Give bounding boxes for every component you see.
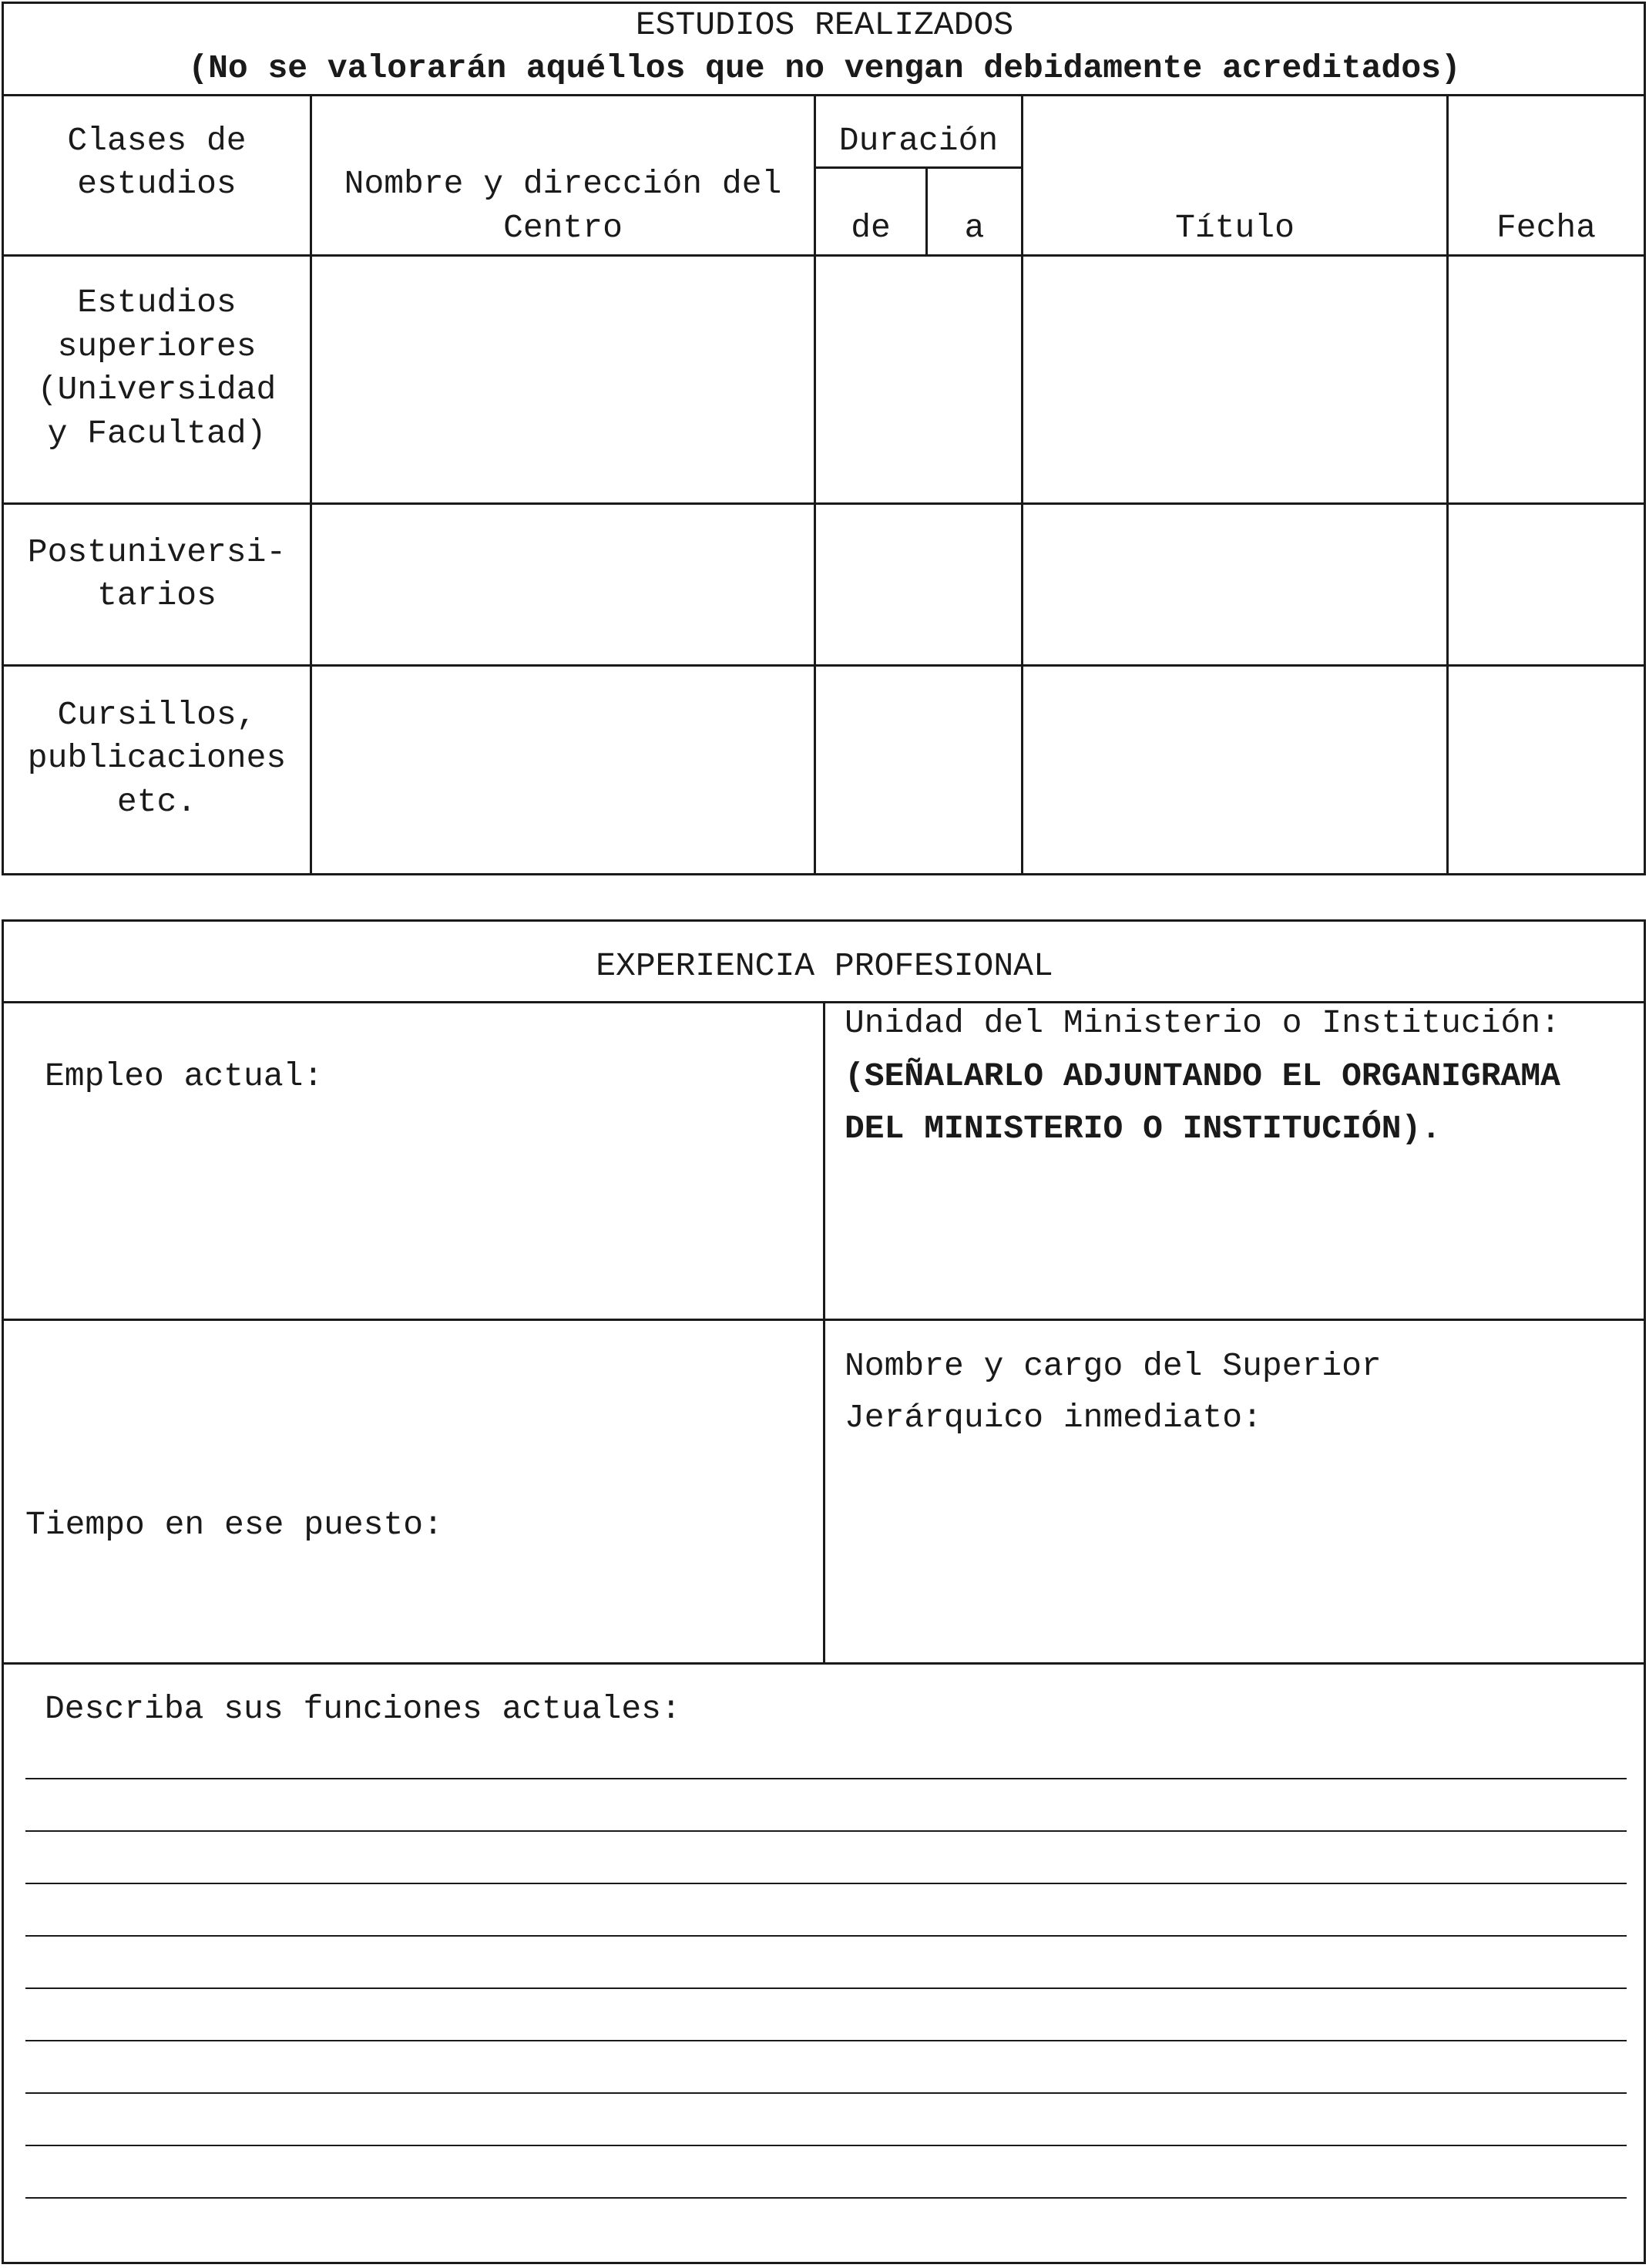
header-titulo: Título <box>1175 209 1295 247</box>
superior-line1: Nombre y cargo del Superior <box>845 1347 1382 1385</box>
row-label-line: publicaciones <box>27 739 287 777</box>
writing-line <box>25 2040 1627 2041</box>
funciones-label: Describa sus funciones actuales: <box>45 1690 681 1728</box>
unidad-label: Unidad del Ministerio o Institución: <box>845 1004 1560 1042</box>
header-duracion: Duración <box>838 122 999 160</box>
writing-line <box>25 1830 1627 1832</box>
writing-line <box>25 1778 1627 1779</box>
experiencia-title: EXPERIENCIA PROFESIONAL <box>596 947 1053 985</box>
superior-line2: Jerárquico inmediato: <box>845 1399 1262 1436</box>
header-centro-line2: Centro <box>503 209 623 247</box>
writing-line <box>25 2145 1627 2146</box>
row-label-line: tarios <box>97 576 217 614</box>
header-clases-line1: Clases de <box>67 122 247 160</box>
unidad-field[interactable] <box>828 1156 1641 1315</box>
writing-line <box>25 1987 1627 1989</box>
row-label-line: superiores <box>57 328 257 365</box>
row-label-line: y Facultad) <box>47 415 267 452</box>
writing-line <box>25 1883 1627 1884</box>
row-label-line: Postuniversi- <box>27 533 287 571</box>
header-fecha: Fecha <box>1496 209 1597 247</box>
row-label-line: (Universidad <box>37 371 277 408</box>
writing-line <box>25 2092 1627 2094</box>
empleo-actual-label: Empleo actual: <box>45 1057 324 1095</box>
header-de: de <box>851 209 891 247</box>
empleo-actual-field[interactable] <box>6 1006 820 1315</box>
writing-line <box>25 2197 1627 2199</box>
writing-line <box>25 1935 1627 1937</box>
estudios-title: ESTUDIOS REALIZADOS <box>635 6 1014 44</box>
header-a: a <box>964 209 985 247</box>
header-centro-line1: Nombre y dirección del <box>344 165 782 203</box>
superior-field[interactable] <box>828 1445 1641 1659</box>
row-label-line: Cursillos, <box>57 696 257 734</box>
row-label-line: Estudios <box>77 284 237 321</box>
unidad-note-line1: (SEÑALARLO ADJUNTANDO EL ORGANIGRAMA <box>845 1057 1560 1095</box>
estudios-subtitle: (No se valorarán aquéllos que no vengan debidamente acreditados) <box>188 49 1461 87</box>
header-clases-line2: estudios <box>77 165 237 203</box>
row-label-line: etc. <box>116 783 197 821</box>
tiempo-field[interactable] <box>6 1322 820 1496</box>
unidad-note-line2: DEL MINISTERIO O INSTITUCIÓN). <box>845 1110 1442 1147</box>
tiempo-label: Tiempo en ese puesto: <box>25 1506 443 1544</box>
